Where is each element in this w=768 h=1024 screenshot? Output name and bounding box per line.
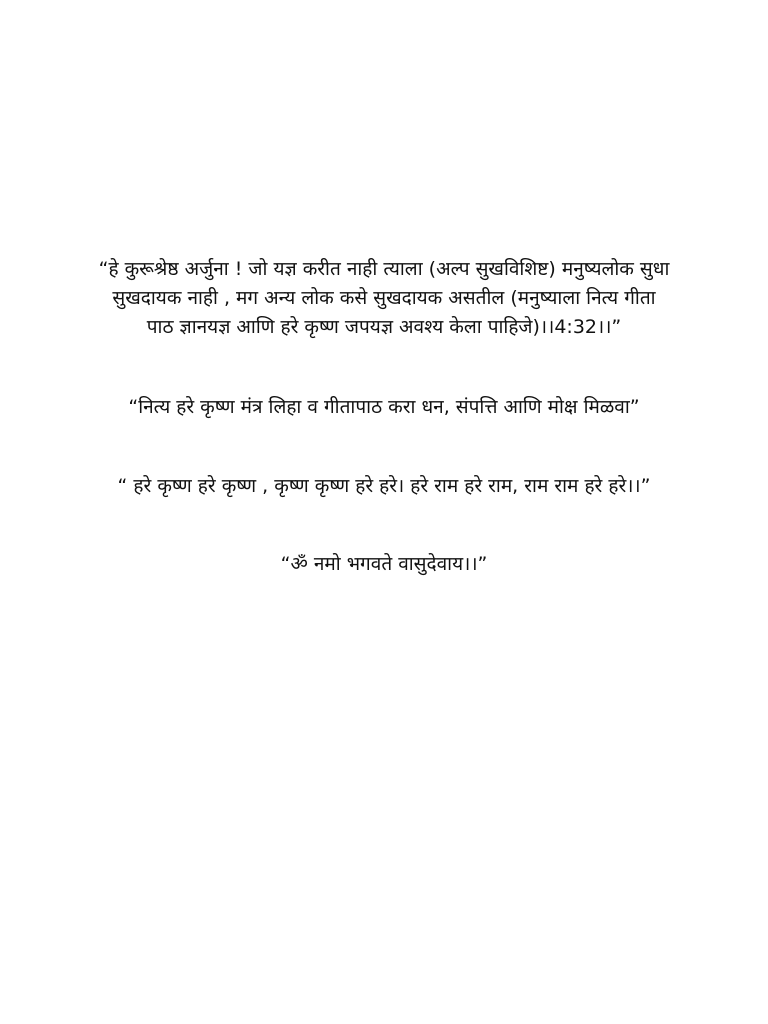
verse-paragraph bbox=[40, 255, 728, 342]
advice-paragraph: “नित्य हरे कृष्ण मंत्र लिहा व गीतापाठ करा धन, संपत्ति आणि मोक्ष मिळवा” bbox=[128, 396, 640, 418]
verse-line-1: “हे कुरूश्रेष्ठ अर्जुना ! जो यज्ञ करीत नाही त्याला (अल्प सुखविशिष्ट) मनुष्यलोक सुधा bbox=[98, 258, 670, 280]
verse-line-2: सुखदायक नाही , मग अन्य लोक कसे सुखदायक असतील (मनुष्याला नित्य गीता bbox=[112, 287, 656, 309]
closing-mantra-paragraph: “ॐ नमो भगवते वासुदेवाय।।” bbox=[280, 553, 488, 575]
mahamantra-paragraph: “ हरे कृष्ण हरे कृष्ण , कृष्ण कृष्ण हरे हरे। हरे राम हरे राम, राम राम हरे हरे।।” bbox=[117, 475, 651, 497]
verse-line-3: पाठ ज्ञानयज्ञ आणि हरे कृष्ण जपयज्ञ अवश्य केला पाहिजे)।।4:32।।” bbox=[146, 316, 622, 338]
